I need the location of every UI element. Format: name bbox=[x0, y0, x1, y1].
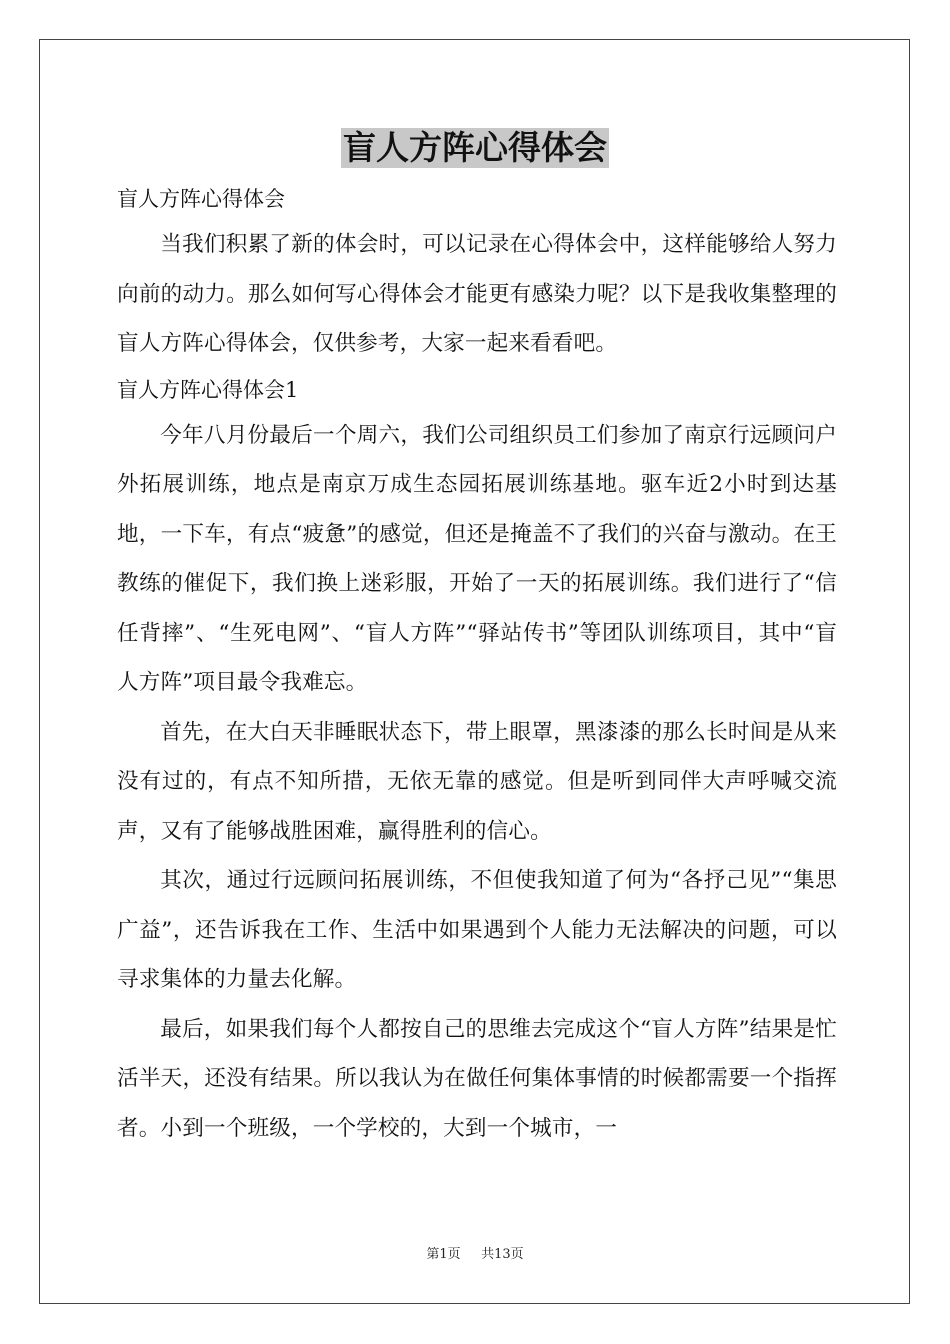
body-paragraph-2: 首先，在大白天非睡眠状态下，带上眼罩，黑漆漆的那么长时间是从来没有过的，有点不知所措，无依无靠的感觉。但是听到同伴大声呼喊交流声，又有了能够战胜困难，赢得胜利的信心。 bbox=[117, 719, 837, 844]
page-total: 共13页 bbox=[481, 1247, 524, 1262]
document-subtitle: 盲人方阵心得体会 bbox=[117, 187, 285, 211]
section-title: 盲人方阵心得体会1 bbox=[117, 377, 299, 402]
page-footer bbox=[0, 1243, 950, 1262]
document-title: 盲人方阵心得体会 bbox=[343, 128, 607, 167]
body-paragraph-1: 今年八月份最后一个周六，我们公司组织员工们参加了南京行远顾问户外拓展训练，地点是南京万成生态园拓展训练基地。驱车近2小时到达基地，一下车，有点“疲惫”的感觉，但还是掩盖不了我们的兴奋与激动。在王教练的催促下，我们换上迷彩服，开始了一天的拓展训练。我们进行了“信任背摔”、“生死电网”、“盲人方阵”“驿站传书”等团队训练项目，其中“盲人方阵”项目最令我难忘。 bbox=[117, 422, 837, 695]
body-paragraph-3: 其次，通过行远顾问拓展训练，不但使我知道了何为“各抒己见”“集思广益”，还告诉我在工作、生活中如果遇到个人能力无法解决的问题，可以寻求集体的力量去化解。 bbox=[117, 868, 837, 992]
page-number: 第1页 bbox=[426, 1247, 461, 1262]
intro-paragraph: 当我们积累了新的体会时，可以记录在心得体会中，这样能够给人努力向前的动力。那么如何写心得体会才能更有感染力呢？以下是我收集整理的盲人方阵心得体会，仅供参考，大家一起来看看吧。 bbox=[117, 232, 837, 356]
document-body bbox=[117, 178, 837, 1153]
title-container bbox=[0, 128, 950, 168]
body-paragraph-4: 最后，如果我们每个人都按自己的思维去完成这个“盲人方阵”结果是忙活半天，还没有结果。所以我认为在做任何集体事情的时候都需要一个指挥者。小到一个班级，一个学校的，大到一个城市，一 bbox=[117, 1016, 837, 1141]
